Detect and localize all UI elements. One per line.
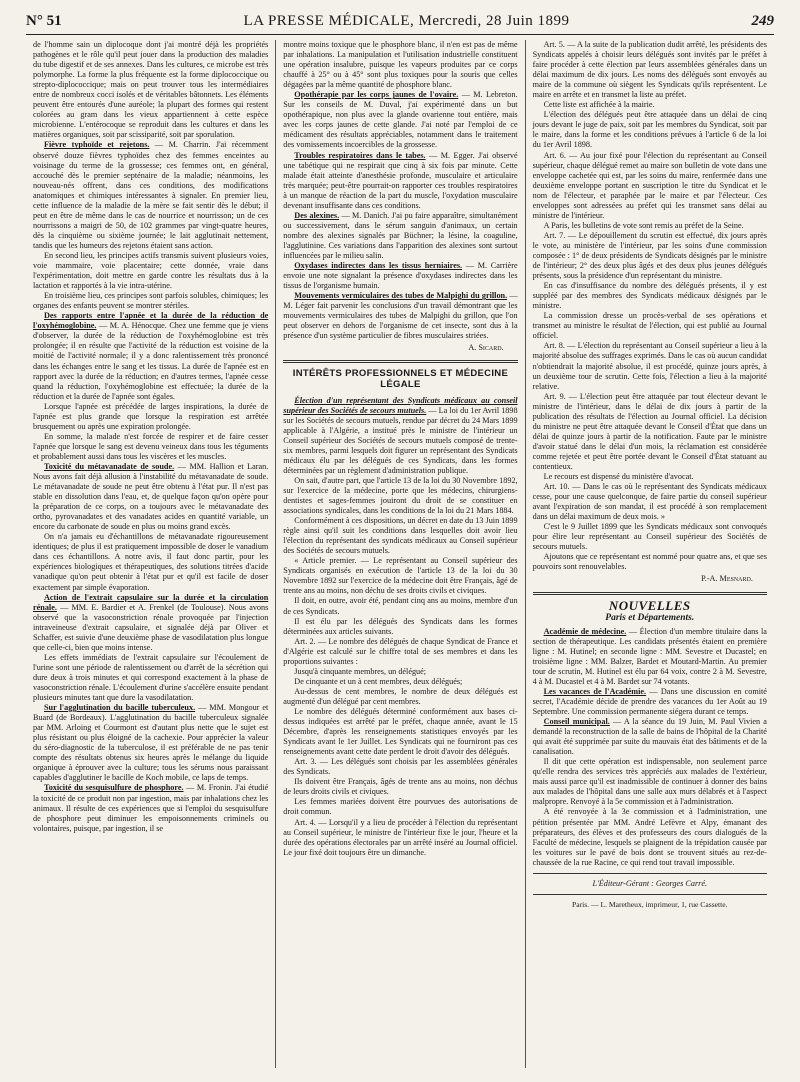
entry-heading: Fièvre typhoïde et rejetons. bbox=[44, 140, 150, 150]
paragraph: Les effets immédiats de l'extrait capsulaire sur l'écoulement de l'urine sont une période de ralentissement ou d'arrêt de la sécrétion qui dure deux à trois minutes et qui correspond exactement à la phase de vasoconstriction rénale. L'écoulement d'urine s'accélère ensuite pendant plusieurs minutes tant que dure la vasodilatation. bbox=[33, 652, 269, 703]
entry-heading: Troubles respiratoires dans le tabes. bbox=[294, 150, 426, 160]
author-signature: P.-A. Mesnard. bbox=[701, 574, 753, 584]
entry-heading: Sur l'agglutination du bacille tuberculeux. bbox=[44, 703, 196, 713]
entry-text: — MM. Hallion et Laran. Nous avons fait déjà allusion à l'instabilité du métavanadate de soude. Le métavanadate de soude ne peut être obtenu à l'état pur. Il n'est pas stable en dissolution dans l'eau, et, de quelque façon qu'on opère pour la préparation de ce corps, on a toujours avec le métavanadate des ortho, pyrovanadates et des vanadates acides en quantité variable, un encore du carbonate de soude en plus ou moins grand excès. bbox=[33, 461, 269, 532]
entry bbox=[33, 311, 268, 401]
paragraph: de l'homme sain un diplocoque dont j'ai montré déjà les propriétés pathogènes et le rôle qu'il peut jouer dans la production des maladies du tube digestif et de ses annexes. Dans les cultures, ce microbe est très polymorphe. La forme la plus fréquente est la forme diplococcique ou strepto-diplococcique; mais on peut trouver tous les intermédiaires entre de nombreux cocci isolés et de véritables bâtonnets. Les éléments peuvent être entourés d'une auréole; la plupart des formes qui restent colorées au gram dans les vieux appartiennent à cette espèce microbienne. L'entérocoque se reproduit dans les cultures et dans les matières organiques, soit par scissiparité, soit par sporulation. bbox=[33, 40, 269, 140]
paragraph: Les femmes mariées doivent être pourvues des autorisations de droit commun. bbox=[283, 797, 518, 817]
paragraph: Le nombre des délégués déterminé conformément aux bases ci-dessus indiquées est arrêté par le préfet, chaque année, avant le 15 Décembre, d'après les renseignements statistiques envoyés par les Syndicats avant le 1er Juillet. Les Syndicats qui ne fourniront pas ces renseignements avant cette date perdent le droit d'avoir des délégués. bbox=[283, 707, 518, 757]
page-header bbox=[26, 0, 774, 35]
paragraph: Art. 7. — Le dépouillement du scrutin est effectué, dix jours après le vote, au ministère de l'intérieur, par les soins d'une commission composée : 1° de deux présidents de Syndicats désignés par le ministre de l'intérieur; 2° des deux plus âgés et des deux plus jeunes délégués présents, sous la présidence d'un représentant du ministre. bbox=[532, 230, 767, 281]
entry-text: — Dans une discussion en comité secret, l'Académie décide de prendre des vacances du 1er Août au 19 Septembre. Une commission permanente siégera durant ce temps. bbox=[532, 686, 767, 716]
paragraph: Cette liste est affichée à la mairie. bbox=[543, 100, 655, 110]
entry-text: — M. Lebreton. Sur les conseils de M. Duval, j'ai expérimenté dans un but opothérapique, non plus avec la glande ovarienne tout entière, mais avec les corps jaunes de cette glande. J'ai noté par l'emploi de ce médicament des résultats appréciables, notamment dans le traitement des vomissements incoercibles de la grossesse. bbox=[283, 90, 518, 150]
journal-title: LA PRESSE MÉDICALE, Mercredi, 28 Juin 1899 bbox=[243, 13, 570, 29]
paragraph: Il dit que cette opération est indispensable, non seulement parce qu'elle rendra des services très appréciés aux malades de l'extérieur, mais aussi parce qu'il est inadmissible de continuer à donner des bains aux malades de l'hôpital dans une salle aux murs délabrés et à l'aspect malpropre. Renvoyé à la 5e commission et à l'administration. bbox=[532, 757, 767, 807]
entry bbox=[33, 703, 268, 783]
entry-text: — M. Fronin. J'ai étudié la toxicité de ce produit non par ingestion, mais par inhalations chez les animaux. Il résulte de ces expériences que si l'emploi du sesquisulfure de phosphore peut diminuer les empoisonnements criminels ou volontaires, puisque, par ingestion, il se bbox=[33, 783, 269, 833]
paragraph: Art. 3. — Les délégués sont choisis par les assemblées générales des Syndicats. bbox=[283, 757, 518, 777]
entry-text: — Élection d'un membre titulaire dans la section de thérapeutique. Les candidats présentés étaient en première ligne : M. Hutinel; en seconde ligne : MM. Sevestre et Ducastel; en troisième ligne : MM. Balzer, Bardet et Moutard-Martin. Au premier tour de scrutin, M. Hutinel est élu par 64 voix, contre 2 à M. Sevestre, 4 à M. Ducastel et 4 à M. Bardet sur 74 votants. bbox=[532, 626, 767, 686]
paragraph: Art. 2. — Le nombre des délégués de chaque Syndicat de France et d'Algérie est calculé sur le chiffre total de ses membres et dans les proportions suivantes : bbox=[283, 636, 518, 666]
entry-text: — A la séance du 19 Juin, M. Paul Vivien a demandé la reconstruction de la salle de bains de l'hôpital de la Charité qui avait été supprimée par suite du mauvais état des bâtiments et de la canalisation. bbox=[532, 717, 767, 757]
paragraph: On sait, d'autre part, que l'article 13 de la loi du 30 Novembre 1892, sur l'exercice de la médecine, porte que les médecins, chirurgiens-dentistes et sages-femmes jouiront du droit de se constituer en associations syndicales, dans les conditions de la loi du 21 Mars 1884. bbox=[283, 475, 518, 516]
paragraph: Il est élu par les délégués des Syndicats dans les formes déterminées aux articles suivants. bbox=[283, 616, 518, 636]
paragraph: Le recours est dispensé du ministère d'avocat. bbox=[543, 472, 694, 482]
paragraph: En troisième lieu, ces principes sont parfois solubles, chimiques; les organes des enfants peuvent se montrer stériles. bbox=[33, 291, 269, 311]
entry bbox=[33, 462, 268, 532]
entry bbox=[33, 783, 268, 833]
entry-heading: Toxicité du métavanadate de soude. bbox=[44, 461, 175, 471]
news-subheading: Paris et Départements. bbox=[605, 612, 695, 623]
entry-heading: Opothérapie par les corps jaunes de l'ovaire. bbox=[294, 90, 459, 100]
entry-text: — M. Egger. J'ai observé une tabétique qui ne respirait que cinq à six fois par minute. Cette malade était atteinte d'anesthésie profonde, musculaire et articulaire très marquée; peut-être pourrait-on rapporter ces troubles respiratoires à un manque de réaction de la part du muscle, l'oxydation musculaire devenant insuffisante dans ces conditions. bbox=[283, 150, 518, 210]
entry bbox=[33, 140, 268, 251]
paragraph: Art. 9. — L'élection peut être attaquée par tout électeur devant le ministre de l'intérieur, dans le délai de dix jours à partir de la publication des résultats de l'élection au Journal officiel. La décision du ministre ne peut être attaquée devant le Conseil d'État que dans un délai de quinze jours à partir de la notification. Faute par le ministre d'avoir statué dans le délai d'un mois, la réclamation est considérée comme rejetée et peut être portée devant le Conseil d'État statuant au contentieux. bbox=[532, 391, 767, 471]
entry-heading: Action de l'extrait capsulaire sur la durée et la circulation rénale. bbox=[33, 592, 269, 612]
printer-line: Paris. — L. Maretheux, imprimeur, 1, rue Cassette. bbox=[571, 899, 728, 909]
section-divider bbox=[283, 360, 517, 363]
entry bbox=[283, 261, 517, 291]
paragraph: A Paris, les bulletins de vote sont remis au préfet de la Seine. bbox=[543, 220, 744, 230]
news-heading: NOUVELLES bbox=[608, 597, 691, 613]
column-2 bbox=[275, 40, 524, 1068]
entry bbox=[283, 396, 517, 476]
paragraph: De cinquante et un à cent membres, deux délégués; bbox=[294, 676, 463, 686]
paragraph: montre moins toxique que le phosphore blanc, il n'en est pas de même par inhalations. La manipulation et l'utilisation industrielle constituent une opération insalubre, puisque les vapeurs produites par ce corps chauffé à 25° ou à 45° sont plus toxiques pour la souris que celles dégagées par la même quantité de phosphore blanc. bbox=[283, 40, 518, 90]
paragraph: Art. 6. — Au jour fixé pour l'élection du représentant au Conseil supérieur, chaque délégué remet au maire son bulletin de vote dans une enveloppe cachetée qui est, par les soins du maire, renfermée dans une deuxième enveloppe portant en suscription le titre du Syndicat et le nom de l'électeur, et paraphée par le maire et par l'électeur. Ces enveloppes sont adressées au préfet qui les transmet sans délai au ministre de l'intérieur. bbox=[532, 150, 767, 220]
section-divider bbox=[533, 592, 767, 595]
entry-text: — M. Charrin. J'ai récemment observé douze fièvres typhoïdes chez des femmes enceintes au voisinage du terme de la grossesse; ces femmes ont, en général, accouché dès le premier septénaire de la maladie; néanmoins, les nouveau-nés offrent, dans ces conditions, des modifications anatomiques et chimiques intéressantes à signaler. En premier lieu, cette influence de la maladie de la mère se fait sentir dès le début; il peut en être de même dans le cas de nourrice et nourrisson; un de ces nourrissons a maigri de 50, de 102 grammes par vingt-quatre heures, dès la cinquième ou sixième journée; le lait agglutinait nettement, tandis que les humeurs des rejetons étaient sans action. bbox=[33, 140, 269, 250]
entry bbox=[283, 151, 517, 211]
paragraph: Ajoutons que ce représentant est nommé pour quatre ans, et que ses pouvoirs sont renouvelables. bbox=[532, 552, 767, 572]
divider bbox=[533, 894, 767, 895]
paragraph: Art. 8. — L'élection du représentant au Conseil supérieur a lieu à la majorité absolue des suffrages exprimés. Dans le cas où aucun candidat n'obtiendrait la majorité absolue, il est procédé, quinze jours après, à un deuxième tour de scrutin. Cette fois, l'élection a lieu à la majorité relative. bbox=[532, 341, 767, 391]
paragraph: Conformément à ces dispositions, un décret en date du 13 Juin 1899 règle ainsi qu'il suit les conditions dans lesquelles doit avoir lieu l'élection du représentant des syndicats médicaux au Conseil supérieur des Sociétés de secours mutuels. bbox=[283, 516, 518, 556]
paragraph: Jusqu'à cinquante membres, un délégué; bbox=[294, 666, 427, 676]
paragraph: Au-dessus de cent membres, le nombre de deux délégués est augmenté d'un délégué par cent membres. bbox=[283, 686, 518, 706]
paragraph: C'est le 9 Juillet 1899 que les Syndicats médicaux sont convoqués pour élire leur représentant au Conseil supérieur des Sociétés de secours mutuels. bbox=[532, 522, 767, 552]
paragraph: La commission dresse un procès-verbal de ses opérations et transmet au ministre le résultat de l'élection, qui est publié au Journal officiel. bbox=[532, 311, 767, 341]
paragraph: On n'a jamais eu d'échantillons de métavanadate rigoureusement identiques; de plus il est pratiquement impossible de doser le vanadium dans ces échantillons. A notre avis, il faut donc partir, pour les expériences biologiques et thérapeutiques, des solutions titrées d'acide vanadique qu'on peut obtenir à l'état pur et qu'il est facile de doser exactement par simple évaporation. bbox=[33, 532, 269, 592]
entry-text: — M. Léger fait parvenir les conclusions d'un travail démontrant que les mouvements vermiculaires des tubes de Malpighi du grillon, que l'on peut observer en dehors de l'organisme de cet insecte, sont dus à la présence d'un système particulier de fibres musculaires striées. bbox=[283, 291, 518, 341]
entry-heading: Élection d'un représentant des Syndicats médicaux au conseil supérieur des Sociétés de secours mutuels. bbox=[283, 395, 518, 415]
entry-text: — MM. Mongour et Buard (de Bordeaux). L'agglutination du bacille tuberculeux signalée par MM. Arloing et Courmont est d'autant plus nette que le sujet est plus résistant ou plus éloigné de la cachexie. Pour apprécier la valeur du séro-diagnostic de la tuberculose, il est préférable de ne pas tenir compte des résultats obtenus six heures après le mélange du liquide organique à éprouver avec la culture; tous les sérums nous paraissant capables d'agglutiner le bacille de Koch mobile, ce laps de temps. bbox=[33, 703, 269, 783]
paragraph: A été renvoyée à la 3e commission et à l'administration, une pétition présentée par MM. André Lefèvre et Alpy, émanant des préparateurs, des élèves et des professeurs des cours dialogués de la Faculté de médecine, lesquels se plaignent de la trépidation causée par les voitures sur le pavé de bois dont se trouvent situés au rez-de-chaussée de la rue Racine, ce qui rend tout travail impossible. bbox=[532, 807, 767, 867]
entry bbox=[533, 627, 767, 687]
paragraph: L'élection des délégués peut être attaquée dans un délai de cinq jours devant le juge de paix, soit par les membres du Syndicat, soit par le maire, dans la forme et les conditions prévues à l'article 6 de la loi du 1er Avril 1898. bbox=[532, 110, 767, 150]
paragraph: « Article premier. — Le représentant au Conseil supérieur des Syndicats organisés en exécution de l'article 13 de la loi du 30 Novembre 1892 sur l'exercice de la médecine doit être Français, âgé de trente ans au moins, non déchu de ses droits civils et civiques. bbox=[283, 556, 518, 596]
entry-text: — La loi du 1er Avril 1898 sur les Sociétés de secours mutuels, rendue par décret du 24 Mars 1899 applicable à l'Algérie, a institué près le ministre de l'intérieur un Conseil supérieur des Sociétés de secours mutuels composé de trente-six membres, parmi lesquels doit figurer un représentant des Syndicats médicaux élu par les délégués de ces Syndicats, dans les formes déterminées par un règlement d'administration publique. bbox=[283, 405, 518, 475]
paragraph: Art. 4. — Lorsqu'il y a lieu de procéder à l'élection du représentant au Conseil supérieur, le ministre de l'intérieur fixe le jour, l'heure et la durée des opérations électorales par un arrêté inséré au Journal officiel. Le jour fixé doit toujours être un dimanche. bbox=[283, 817, 518, 857]
paragraph: En cas d'insuffisance du nombre des délégués présents, il y est suppléé par des membres des Syndicats médicaux désignés par le ministre. bbox=[532, 281, 767, 311]
entry-heading: Académie de médecine. bbox=[543, 626, 627, 636]
paragraph: En somme, la malade n'est forcée de respirer et de faire cesser l'apnée que lorsque le sang est devenu veineux dans tous les téguments et probablement aussi dans tous les viscères et les muscles. bbox=[33, 431, 269, 461]
entry-heading: Des alexines. bbox=[294, 210, 340, 220]
paragraph: Art. 5. — A la suite de la publication dudit arrêté, les présidents des Syndicats appelés à choisir leurs délégués sont invités par le préfet à faire procéder à cette élection par leurs assemblées générales dans un délai maximum de dix jours. Les noms des délégués sont envoyés au maire de la commune où siègent les Syndicats qu'ils représentent. Le maire en arrête et en transmet la liste au préfet. bbox=[532, 40, 767, 100]
entry bbox=[33, 593, 268, 653]
paragraph: Art. 10. — Dans le cas où le représentant des Syndicats médicaux cesse, pour une cause quelconque, de faire partie du conseil supérieur avant l'expiration de son mandat, il est procédé à son remplacement dans un délai maximum de deux mois. » bbox=[532, 482, 767, 522]
entry bbox=[283, 90, 517, 150]
entry-heading: Mouvements vermiculaires des tubes de Malpighi du grillon. bbox=[294, 291, 508, 301]
entry-heading: Des rapports entre l'apnée et la durée de la réduction de l'oxyhémoglobine. bbox=[33, 311, 269, 331]
divider bbox=[533, 873, 767, 874]
columns bbox=[26, 40, 774, 1068]
entry-text: — M. Carrière envoie une note signalant la présence d'oxydases indirectes dans les tissus de l'organisme humain. bbox=[283, 261, 518, 291]
column-1 bbox=[26, 40, 275, 1068]
entry bbox=[283, 211, 517, 261]
entry-heading: Les vacances de l'Académie. bbox=[543, 686, 647, 696]
entry bbox=[533, 717, 767, 757]
entry-heading: Toxicité du sesquisulfure de phosphore. bbox=[44, 783, 184, 793]
paragraph: En second lieu, les principes actifs transmis suivent plusieurs voies, voie mammaire, voie placentaire; cette donnée, vraie dans l'expérimentation, doit mettre en garde contre les résultats dus à la lactation et rapportés à la vie intra-utérine. bbox=[33, 250, 269, 291]
paragraph: Lorsque l'apnée est précédée de larges inspirations, la durée de l'apnée est plus grande que lorsque la respiration est arrêtée brusquement ou après une expiration prolongée. bbox=[33, 401, 269, 431]
entry bbox=[533, 687, 767, 717]
entry-heading: Oxydases indirectes dans les tissus herniaires. bbox=[294, 261, 463, 271]
page-number: 249 bbox=[751, 13, 774, 29]
entry bbox=[283, 291, 517, 341]
paragraph: Il doit, en outre, avoir été, pendant cinq ans au moins, membre d'un de ces Syndicats. bbox=[283, 596, 518, 616]
entry-heading: Conseil municipal. bbox=[543, 717, 610, 727]
paragraph: Ils doivent être Français, âgés de trente ans au moins, non déchus de leurs droits civils et civiques. bbox=[283, 777, 518, 797]
entry-text: — MM. E. Bardier et A. Frenkel (de Toulouse). Nous avons observé que la vasoconstriction rénale provoquée par l'injection intraveineuse d'extrait capsulaire, et signalée déjà par Oliver et Schaffer, est suivie d'une deuxième phase de vasodilatation plus longue que celle-ci, bien que moins intense. bbox=[33, 602, 269, 652]
entry-text: — M. Danich. J'ai pu faire apparaître, simultanément ou successivement, dans le sérum sanguin d'animaux, un certain nombre des alexines signalés par Büchner; la lésine, la coaguline, l'agglutinine. Ces variations dans l'apparition des alexines sont surtout influencées par le milieu salin. bbox=[283, 210, 518, 260]
issue-number: N° 51 bbox=[26, 13, 62, 29]
column-3 bbox=[525, 40, 774, 1068]
entry-text: — M. A. Hénocque. Chez une femme que je viens d'observer, la durée de la réduction de l'oxyhémoglobine est très prolongée; il en résulte que l'activité de la réduction est voisine de la moitié de l'activité normale; il y a donc ralentissement très prononcé dans les échanges entre le sang et les tissus. La durée de l'apnée est en rapport avec la durée de la réduction; en d'autres termes, l'apnée cesse quand la réduction, l'oxyhémoglobine est effectuée; la durée de la réduction et la durée de l'apnée sont égales. bbox=[33, 321, 269, 401]
editor-line: L'Éditeur-Gérant : Georges Carré. bbox=[592, 878, 708, 888]
section-heading: INTÉRÊTS PROFESSIONNELS ET MÉDECINE LÉGALE bbox=[292, 368, 509, 390]
author-signature: A. Sicard. bbox=[468, 343, 504, 353]
